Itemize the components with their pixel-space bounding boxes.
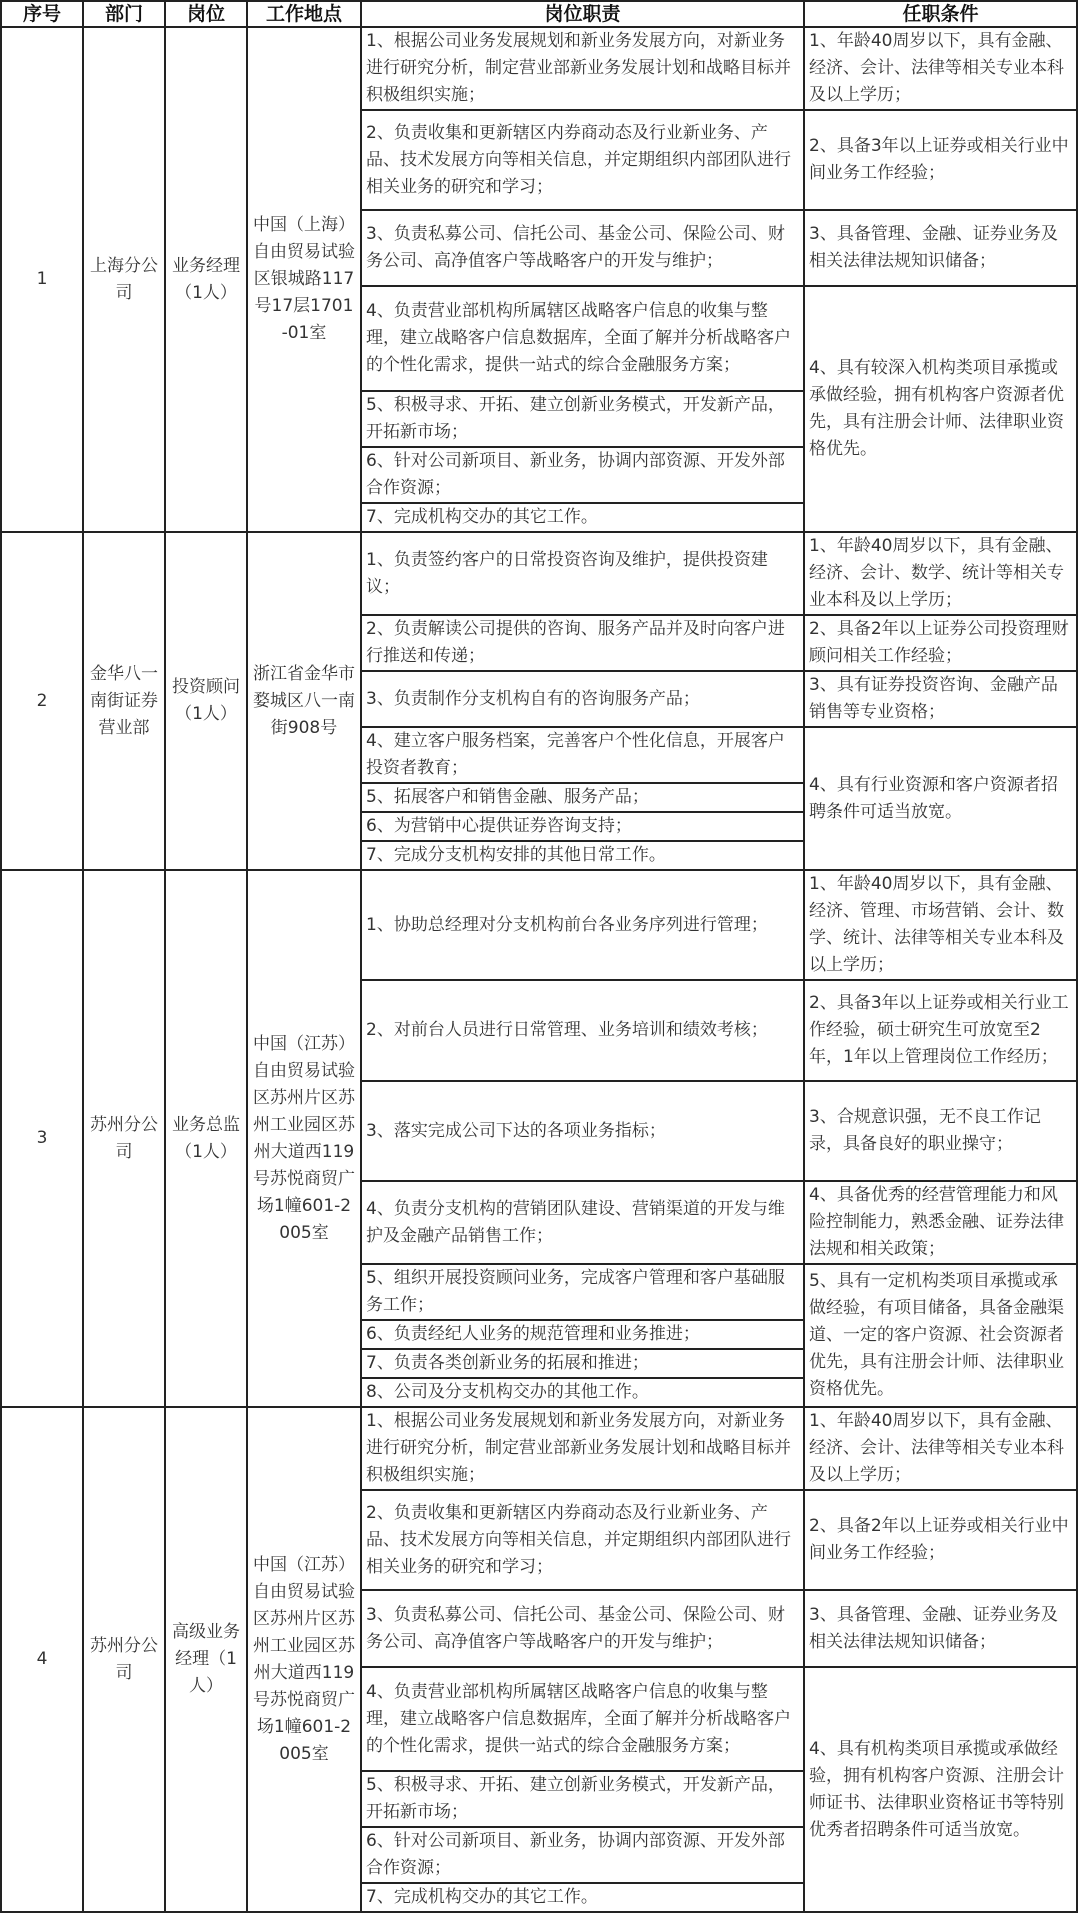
dept-cell: 上海分公司 <box>83 27 165 532</box>
location-cell: 浙江省金华市婺城区八一南街908号 <box>247 532 361 870</box>
requirement-cell: 4、具有行业资源和客户资源者招聘条件可适当放宽。 <box>804 727 1077 870</box>
duty-cell: 6、针对公司新项目、新业务，协调内部资源、开发外部合作资源； <box>361 1827 804 1883</box>
duty-cell: 2、负责收集和更新辖区内券商动态及行业新业务、产品、技术发展方向等相关信息，并定期组织内部团队进行相关业务的研究和学习； <box>361 110 804 210</box>
seq-cell: 1 <box>1 27 83 532</box>
duty-cell: 8、公司及分支机构交办的其他工作。 <box>361 1378 804 1407</box>
header-location: 工作地点 <box>247 1 361 27</box>
requirement-cell: 3、具备管理、金融、证券业务及相关法律法规知识储备； <box>804 210 1077 286</box>
duty-cell: 4、负责营业部机构所属辖区战略客户信息的收集与整理，建立战略客户信息数据库，全面了解并分析战略客户的个性化需求，提供一站式的综合金融服务方案； <box>361 286 804 391</box>
duty-cell: 3、落实完成公司下达的各项业务指标； <box>361 1081 804 1181</box>
seq-cell: 3 <box>1 870 83 1407</box>
requirement-cell: 3、具备管理、金融、证券业务及相关法律法规知识储备； <box>804 1590 1077 1667</box>
duty-cell: 6、针对公司新项目、新业务，协调内部资源、开发外部合作资源； <box>361 447 804 503</box>
duty-cell: 7、完成分支机构安排的其他日常工作。 <box>361 841 804 870</box>
table-row <box>1 532 1077 615</box>
requirement-cell: 1、年龄40周岁以下，具有金融、经济、会计、法律等相关专业本科及以上学历； <box>804 27 1077 110</box>
duty-cell: 5、积极寻求、开拓、建立创新业务模式，开发新产品，开拓新市场； <box>361 1771 804 1827</box>
location-cell: 中国（江苏）自由贸易试验区苏州片区苏州工业园区苏州大道西119号苏悦商贸广场1幢601-2005室 <box>247 1407 361 1912</box>
duty-cell: 7、负责各类创新业务的拓展和推进； <box>361 1349 804 1378</box>
requirement-cell: 2、具备3年以上证券或相关行业中间业务工作经验； <box>804 110 1077 210</box>
requirement-cell: 1、年龄40周岁以下，具有金融、经济、会计、法律等相关专业本科及以上学历； <box>804 1407 1077 1490</box>
requirement-cell: 2、具备3年以上证券或相关行业工作经验，硕士研究生可放宽至2年，1年以上管理岗位工作经历； <box>804 980 1077 1081</box>
table-row <box>1 870 1077 980</box>
header-requirements: 任职条件 <box>804 1 1077 27</box>
requirement-cell: 5、具有一定机构类项目承揽或承做经验，有项目储备，具备金融渠道、一定的客户资源、社会资源者优先，具有注册会计师、法律职业资格优先。 <box>804 1264 1077 1407</box>
requirement-cell: 3、具有证券投资咨询、金融产品销售等专业资格； <box>804 671 1077 727</box>
duty-cell: 4、建立客户服务档案，完善客户个性化信息，开展客户投资者教育； <box>361 727 804 783</box>
duty-cell: 3、负责私募公司、信托公司、基金公司、保险公司、财务公司、高净值客户等战略客户的开发与维护； <box>361 1590 804 1667</box>
duty-cell: 3、负责私募公司、信托公司、基金公司、保险公司、财务公司、高净值客户等战略客户的开发与维护； <box>361 210 804 286</box>
requirement-cell: 2、具备2年以上证券或相关行业中间业务工作经验； <box>804 1490 1077 1590</box>
requirement-cell: 4、具有较深入机构类项目承揽或承做经验，拥有机构客户资源者优先，具有注册会计师、法律职业资格优先。 <box>804 286 1077 532</box>
table-row <box>1 27 1077 110</box>
duty-cell: 1、协助总经理对分支机构前台各业务序列进行管理； <box>361 870 804 980</box>
duty-cell: 6、负责经纪人业务的规范管理和业务推进； <box>361 1320 804 1349</box>
duty-cell: 6、为营销中心提供证券咨询支持； <box>361 812 804 841</box>
requirement-cell: 1、年龄40周岁以下，具有金融、经济、会计、数学、统计等相关专业本科及以上学历； <box>804 532 1077 615</box>
duty-cell: 2、负责收集和更新辖区内券商动态及行业新业务、产品、技术发展方向等相关信息，并定期组织内部团队进行相关业务的研究和学习； <box>361 1490 804 1590</box>
duty-cell: 2、对前台人员进行日常管理、业务培训和绩效考核； <box>361 980 804 1081</box>
header-dept: 部门 <box>83 1 165 27</box>
dept-cell: 苏州分公司 <box>83 1407 165 1912</box>
post-cell: 高级业务经理（1人） <box>165 1407 247 1912</box>
duty-cell: 7、完成机构交办的其它工作。 <box>361 503 804 532</box>
duty-cell: 5、积极寻求、开拓、建立创新业务模式，开发新产品，开拓新市场； <box>361 391 804 447</box>
duty-cell: 5、组织开展投资顾问业务，完成客户管理和客户基础服务工作； <box>361 1264 804 1320</box>
header-post: 岗位 <box>165 1 247 27</box>
duty-cell: 4、负责营业部机构所属辖区战略客户信息的收集与整理，建立战略客户信息数据库，全面了解并分析战略客户的个性化需求，提供一站式的综合金融服务方案； <box>361 1667 804 1771</box>
duty-cell: 4、负责分支机构的营销团队建设、营销渠道的开发与维护及金融产品销售工作； <box>361 1181 804 1264</box>
header-row <box>1 1 1077 27</box>
location-cell: 中国（上海）自由贸易试验区银城路117号17层1701-01室 <box>247 27 361 532</box>
duty-cell: 3、负责制作分支机构自有的咨询服务产品； <box>361 671 804 727</box>
requirement-cell: 4、具有机构类项目承揽或承做经验，拥有机构客户资源、注册会计师证书、法律职业资格证书等特别优秀者招聘条件可适当放宽。 <box>804 1667 1077 1912</box>
requirement-cell: 4、具备优秀的经营管理能力和风险控制能力，熟悉金融、证券法律法规和相关政策； <box>804 1181 1077 1264</box>
duty-cell: 1、根据公司业务发展规划和新业务发展方向，对新业务进行研究分析，制定营业部新业务发展计划和战略目标并积极组织实施； <box>361 27 804 110</box>
post-cell: 业务总监（1人） <box>165 870 247 1407</box>
requirement-cell: 1、年龄40周岁以下，具有金融、经济、管理、市场营销、会计、数学、统计、法律等相关专业本科及以上学历； <box>804 870 1077 980</box>
requirement-cell: 2、具备2年以上证券公司投资理财顾问相关工作经验； <box>804 615 1077 671</box>
duty-cell: 1、负责签约客户的日常投资咨询及维护，提供投资建议； <box>361 532 804 615</box>
duty-cell: 5、拓展客户和销售金融、服务产品； <box>361 783 804 812</box>
header-duties: 岗位职责 <box>361 1 804 27</box>
requirement-cell: 3、合规意识强，无不良工作记录，具备良好的职业操守； <box>804 1081 1077 1181</box>
dept-cell: 金华八一南街证券营业部 <box>83 532 165 870</box>
post-cell: 投资顾问（1人） <box>165 532 247 870</box>
post-cell: 业务经理（1人） <box>165 27 247 532</box>
seq-cell: 4 <box>1 1407 83 1912</box>
location-cell: 中国（江苏）自由贸易试验区苏州片区苏州工业园区苏州大道西119号苏悦商贸广场1幢601-2005室 <box>247 870 361 1407</box>
duty-cell: 7、完成机构交办的其它工作。 <box>361 1883 804 1912</box>
header-seq: 序号 <box>1 1 83 27</box>
duty-cell: 1、根据公司业务发展规划和新业务发展方向，对新业务进行研究分析，制定营业部新业务发展计划和战略目标并积极组织实施； <box>361 1407 804 1490</box>
seq-cell: 2 <box>1 532 83 870</box>
duty-cell: 2、负责解读公司提供的咨询、服务产品并及时向客户进行推送和传递； <box>361 615 804 671</box>
table-row <box>1 1407 1077 1490</box>
dept-cell: 苏州分公司 <box>83 870 165 1407</box>
